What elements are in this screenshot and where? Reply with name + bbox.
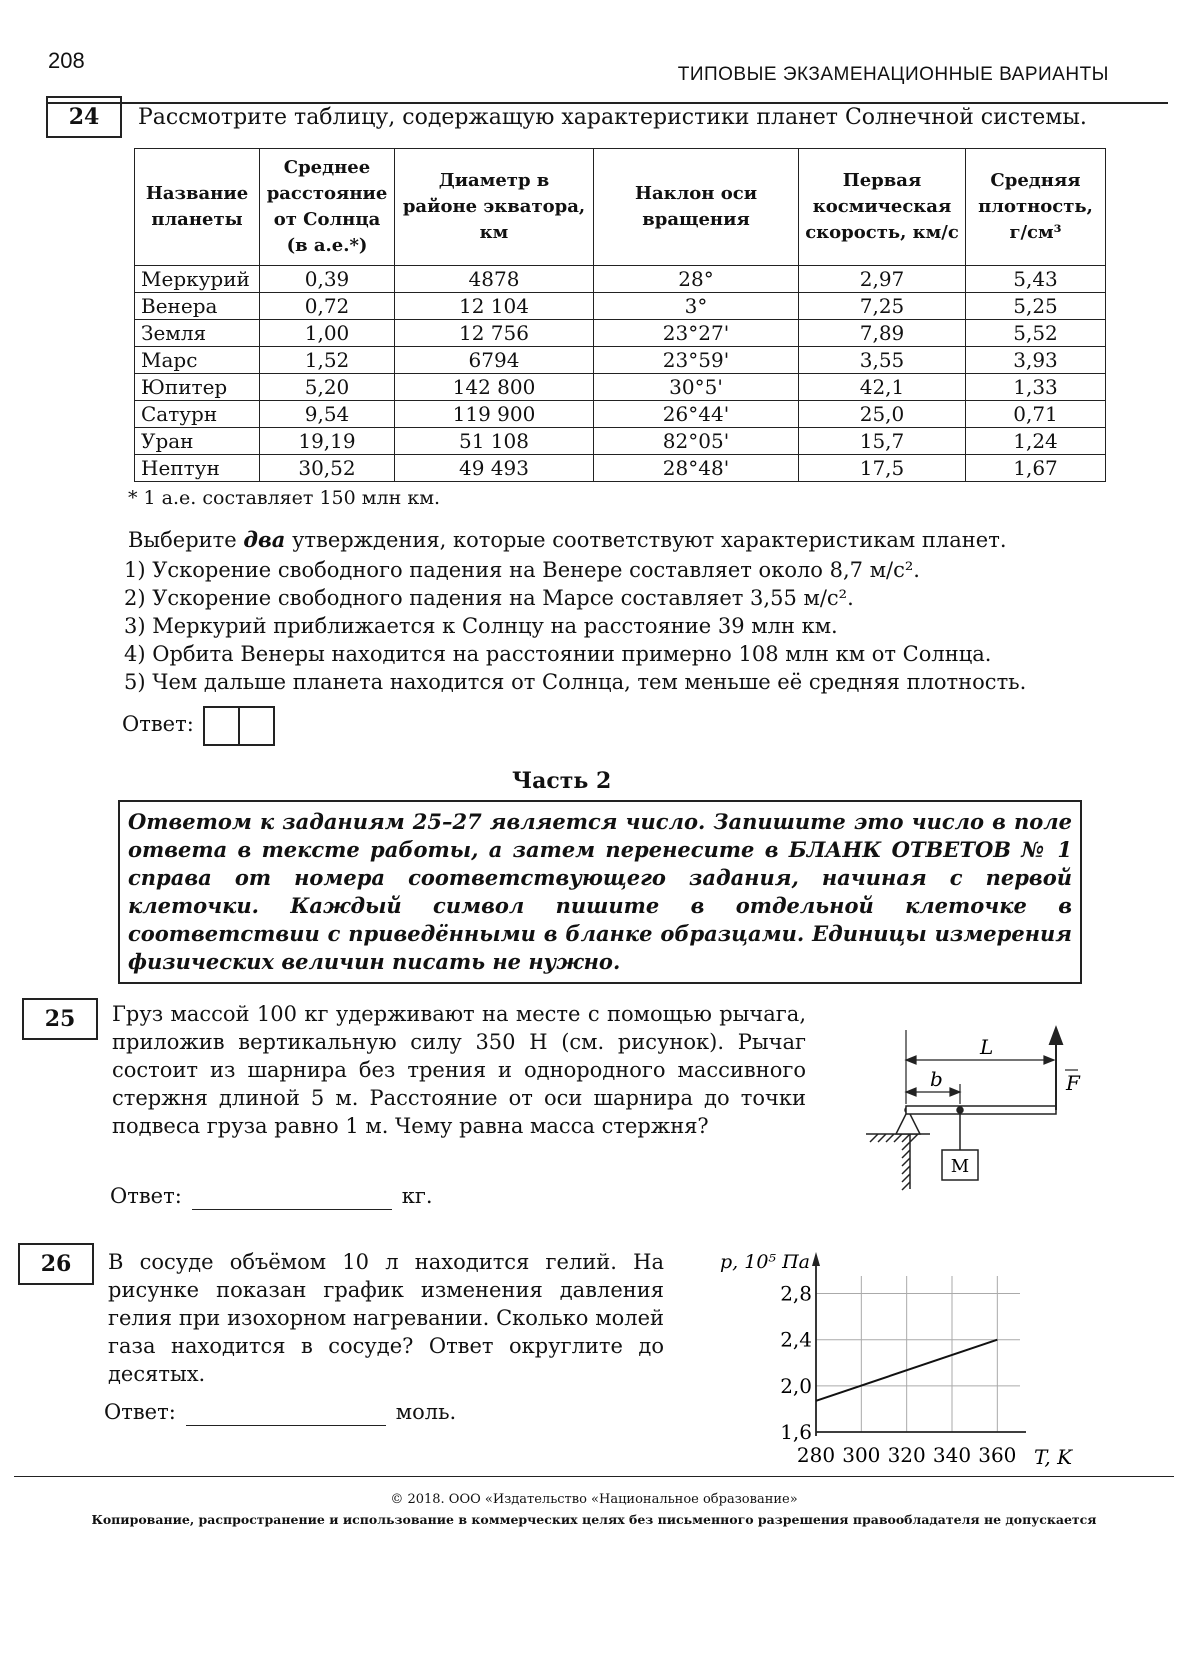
table-cell: 0,71 <box>966 401 1106 428</box>
answer-cell[interactable] <box>203 706 240 746</box>
load-label: M <box>950 1156 970 1177</box>
force-label: F <box>1066 1071 1080 1095</box>
x-tick-label: 280 <box>796 1443 836 1467</box>
table-cell: 17,5 <box>799 455 966 482</box>
column-header: Среднее расстояние от Солнца (в а.е.*) <box>260 149 395 266</box>
table-footnote: * 1 а.е. составляет 150 млн км. <box>128 487 441 509</box>
y-tick-label: 2,4 <box>780 1327 812 1352</box>
answer-cell[interactable] <box>240 706 275 746</box>
table-cell: 28° <box>594 266 799 293</box>
table-cell: 0,39 <box>260 266 395 293</box>
planet-name-cell: Меркурий <box>135 266 260 293</box>
task-24-answer-label: Ответ: <box>122 712 194 736</box>
planet-name-cell: Венера <box>135 293 260 320</box>
planet-name-cell: Юпитер <box>135 374 260 401</box>
part-2-instructions: Ответом к заданиям 25–27 является число. Запишите это число в поле ответа в тексте работы, а затем перенесите в БЛАНК ОТВЕТОВ № 1 справа от номера соответствующего задания, начиная с первой клеточки. Каждый символ пишите в отдельной клеточке в соответствии с приведёнными в бланке образцами. Единицы измерения физических величин писать не нужно. <box>118 800 1082 984</box>
option-item: 2) Ускорение свободного падения на Марсе составляет 3,55 м/с². <box>124 586 854 610</box>
table-cell: 5,20 <box>260 374 395 401</box>
table-cell: 30,52 <box>260 455 395 482</box>
table-cell: 26°44' <box>594 401 799 428</box>
table-cell: 5,52 <box>966 320 1106 347</box>
x-tick-label: 360 <box>978 1443 1017 1467</box>
planet-name-cell: Уран <box>135 428 260 455</box>
option-item: 4) Орбита Венеры находится на расстоянии примерно 108 млн км от Солнца. <box>124 642 992 666</box>
lever-rod <box>906 1106 1056 1114</box>
table-cell: 3° <box>594 293 799 320</box>
column-header: Название планеты <box>135 149 260 266</box>
table-row <box>135 374 1106 401</box>
table-cell: 2,97 <box>799 266 966 293</box>
task-25-answer <box>110 1182 433 1210</box>
y-tick-label: 2,0 <box>780 1373 812 1398</box>
task-26-answer-field[interactable] <box>186 1403 386 1426</box>
page-number: 208 <box>48 48 85 73</box>
column-header: Средняя плотность, г/см³ <box>966 149 1106 266</box>
column-header: Наклон оси вращения <box>594 149 799 266</box>
table-cell: 6794 <box>395 347 594 374</box>
table-cell: 28°48' <box>594 455 799 482</box>
table-cell: 1,67 <box>966 455 1106 482</box>
task-26-answer <box>104 1398 456 1426</box>
planet-name-cell: Нептун <box>135 455 260 482</box>
table-cell: 49 493 <box>395 455 594 482</box>
force-arrow <box>1050 1028 1062 1110</box>
table-cell: 51 108 <box>395 428 594 455</box>
distance-label: b <box>930 1067 943 1091</box>
table-cell: 142 800 <box>395 374 594 401</box>
part-2-title: Часть 2 <box>512 768 612 794</box>
table-cell: 5,43 <box>966 266 1106 293</box>
table-cell: 19,19 <box>260 428 395 455</box>
running-title: ТИПОВЫЕ ЭКЗАМЕНАЦИОННЫЕ ВАРИАНТЫ <box>677 64 1109 85</box>
table-cell: 3,55 <box>799 347 966 374</box>
table-cell: 30°5' <box>594 374 799 401</box>
task-25-number: 25 <box>22 998 98 1040</box>
table-cell: 1,33 <box>966 374 1106 401</box>
table-cell: 0,72 <box>260 293 395 320</box>
prompt-emphasis: два <box>243 527 286 552</box>
table-row <box>135 401 1106 428</box>
task-25-answer-field[interactable] <box>192 1187 392 1210</box>
table-cell: 15,7 <box>799 428 966 455</box>
option-item: 1) Ускорение свободного падения на Венере составляет около 8,7 м/с². <box>124 558 920 582</box>
task-24-options <box>124 556 1026 696</box>
option-item: 5) Чем дальше планета находится от Солнца, тем меньше её средняя плотность. <box>124 670 1027 694</box>
table-cell: 9,54 <box>260 401 395 428</box>
table-row <box>135 428 1106 455</box>
column-header: Диаметр в районе экватора, км <box>395 149 594 266</box>
table-row <box>135 455 1106 482</box>
y-tick-label: 2,8 <box>780 1281 812 1306</box>
task-26-number: 26 <box>18 1243 94 1285</box>
table-row <box>135 266 1106 293</box>
planet-name-cell: Сатурн <box>135 401 260 428</box>
table-cell: 1,24 <box>966 428 1106 455</box>
task-25-unit: кг. <box>401 1184 433 1208</box>
task-26-text: В сосуде объёмом 10 л находится гелий. На рисунке показан график изменения давления гелия при изохорном нагревании. Сколько молей газа находится в сосуде? Ответ округлите до десятых. <box>108 1250 664 1386</box>
task-24-answer-cells <box>203 706 275 746</box>
x-tick-label: 300 <box>842 1443 881 1467</box>
table-cell: 25,0 <box>799 401 966 428</box>
table-cell: 5,25 <box>966 293 1106 320</box>
table-cell: 3,93 <box>966 347 1106 374</box>
y-axis-label: p, 10⁵ Па <box>720 1251 810 1273</box>
task-26-unit: моль. <box>395 1400 457 1424</box>
length-label: L <box>980 1035 994 1059</box>
table-cell: 1,52 <box>260 347 395 374</box>
x-axis-label: T, K <box>1034 1445 1073 1469</box>
footer-copyright: © 2018. ООО «Издательство «Национальное образование» <box>390 1492 798 1507</box>
task-24-prompt: Выберите два утверждения, которые соответствуют характеристикам планет. <box>128 527 1007 552</box>
table-cell: 4878 <box>395 266 594 293</box>
planet-name-cell: Марс <box>135 347 260 374</box>
table-cell: 7,25 <box>799 293 966 320</box>
table-cell: 12 756 <box>395 320 594 347</box>
table-header-row <box>135 149 1106 266</box>
footer-rule <box>14 1476 1174 1477</box>
table-cell: 42,1 <box>799 374 966 401</box>
lever-figure <box>860 1024 1090 1194</box>
task-25-answer-label: Ответ: <box>110 1184 182 1208</box>
table-cell: 23°59' <box>594 347 799 374</box>
task-24-number: 24 <box>46 96 122 138</box>
table-cell: 82°05' <box>594 428 799 455</box>
table-cell: 119 900 <box>395 401 594 428</box>
task-25-text: Груз массой 100 кг удерживают на месте с помощью рычага, приложив вертикальную силу 350 Н (см. рисунок). Рычаг состоит из шарнира без трения и однородного массивного стержня длиной 5 м. Расстояние от оси шарнира до точки подвеса груза равно 1 м. Чему равна масса стержня? <box>112 1002 806 1138</box>
table-cell: 12 104 <box>395 293 594 320</box>
task-26-answer-label: Ответ: <box>104 1400 176 1424</box>
task-24-intro: Рассмотрите таблицу, содержащую характеристики планет Солнечной системы. <box>138 105 1087 130</box>
pressure-temperature-chart <box>720 1250 1090 1475</box>
x-tick-label: 340 <box>932 1443 972 1467</box>
planet-name-cell: Земля <box>135 320 260 347</box>
table-row <box>135 347 1106 374</box>
y-axis-arrow <box>812 1252 820 1266</box>
hinge-support <box>866 1107 930 1190</box>
option-item: 3) Меркурий приближается к Солнцу на расстояние 39 млн км. <box>124 614 838 638</box>
x-tick-label: 320 <box>887 1443 926 1467</box>
footer-notice: Копирование, распространение и использование в коммерческих целях без письменного разрешения правообладателя не допускается <box>91 1512 1097 1527</box>
planets-table <box>134 148 1106 482</box>
table-cell: 23°27' <box>594 320 799 347</box>
y-tick-label: 1,6 <box>780 1420 812 1444</box>
table-row <box>135 320 1106 347</box>
table-cell: 7,89 <box>799 320 966 347</box>
table-cell: 1,00 <box>260 320 395 347</box>
column-header: Первая космическая скорость, км/с <box>799 149 966 266</box>
table-row <box>135 293 1106 320</box>
